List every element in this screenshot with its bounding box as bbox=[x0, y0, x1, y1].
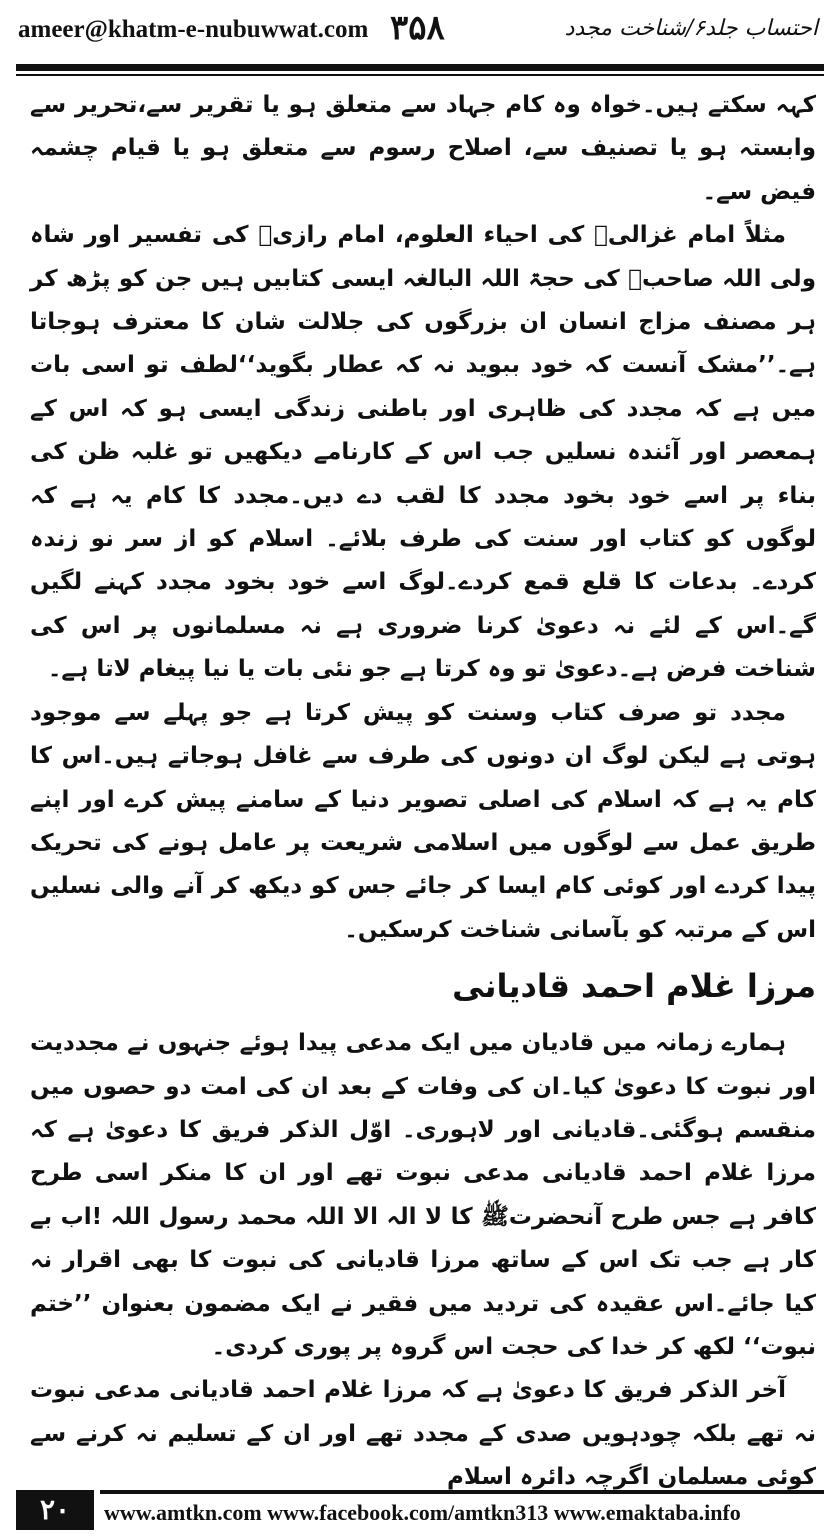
paragraph-2: مثلاً امام غزالیؒ کی احیاء العلوم، امام رازیؒ کی تفسیر اور شاہ ولی اللہ صاحبؒ کی حجۃ اللہ البالغہ ایسی کتابیں ہیں جن کو پڑھ کر ہر مصنف مزاج انسان ان بزرگوں کی جلالت شان کا معترف ہوجاتا ہے۔’’مشک آنست کہ خود ببوید نہ کہ عطار بگوید‘‘لطف تو اسی بات میں ہے کہ مجدد کی ظاہری اور باطنی زندگی ایسی ہو کہ اس کے ہمعصر اور آئندہ نسلیں جب اس کے کارنامے دیکھیں تو غلبہ ظن کی بناء پر اسے خود بخود مجدد کا لقب دے دیں۔مجدد کا کام یہ ہے کہ لوگوں کو کتاب اور سنت کی طرف بلائے۔ اسلام کو از سر نو زندہ کردے۔ بدعات کا قلع قمع کردے۔لوگ اسے خود بخود مجدد کہنے لگیں گے۔اس کے لئے نہ دعویٰ کرنا ضروری ہے نہ مسلمانوں پر اس کی شناخت فرض ہے۔دعویٰ تو وہ کرتا ہے جو نئی بات یا نیا پیغام لاتا ہے۔ bbox=[30, 222, 816, 683]
paragraph-3: مجدد تو صرف کتاب وسنت کو پیش کرتا ہے جو پہلے سے موجود ہوتی ہے لیکن لوگ ان دونوں کی طرف سے غافل ہوجاتے ہیں۔اس کا کام یہ ہے کہ اسلام کی اصلی تصویر دنیا کے سامنے پیش کرے اور اپنے طریق عمل سے لوگوں میں اسلامی شریعت پر عامل ہونے کی تحریک پیدا کردے اور کوئی کام ایسا کر جائے جس کو دیکھ کر آنے والی نسلیں اس کے مرتبہ کو بآسانی شناخت کرسکیں۔ bbox=[30, 699, 816, 943]
footer-sheet-number: ۲۰ bbox=[16, 1490, 94, 1530]
section-heading: مرزا غلام احمد قادیانی bbox=[452, 967, 816, 1006]
page-header bbox=[0, 0, 840, 64]
paragraph-5: آخر الذکر فریق کا دعویٰ ہے کہ مرزا غلام احمد قادیانی مدعی نبوت نہ تھے بلکہ چودہویں صدی کے مجدد تھے اور ان کے تسلیم نہ کرنے سے کوئی مسلمان اگرچہ دائرہ اسلام bbox=[30, 1377, 816, 1491]
paragraph-1: کہہ سکتے ہیں۔خواہ وہ کام جہاد سے متعلق ہو یا تقریر سے،تحریر سے وابستہ ہو یا تصنیف سے، اصلاح رسوم سے متعلق ہو یا قیام چشمہ فیض سے۔ bbox=[30, 92, 816, 205]
paragraph-4: ہمارے زمانہ میں قادیان میں ایک مدعی پیدا ہوئے جنہوں نے مجددیت اور نبوت کا دعویٰ کیا۔ان کی وفات کے بعد ان کی امت دو حصوں میں منقسم ہوگئی۔قادیانی اور لاہوری۔ اوّل الذکر فریق کا دعویٰ ہے کہ مرزا غلام احمد قادیانی مدعی نبوت تھے اور ان کا منکر اسی طرح کافر ہے جس طرح آنحضرتﷺ کا لا الہ الا اللہ محمد رسول اللہ !اب بے کار ہے جب تک اس کے ساتھ مرزا قادیانی کی نبوت کا بھی اقرار نہ کیا جائے۔اس عقیدہ کی تردید میں فقیر نے ایک مضمون بعنوان ’’ختم نبوت‘‘ لکھ کر خدا کی حجت اس گروہ پر پوری کردی۔ bbox=[30, 1030, 816, 1360]
footer-links: www.amtkn.com www.facebook.com/amtkn313 www.emaktaba.info bbox=[104, 1500, 741, 1525]
header-rule-thin bbox=[16, 74, 824, 76]
header-email: ameer@khatm-e-nubuwwat.com bbox=[18, 16, 369, 43]
footer-rule bbox=[100, 1490, 824, 1494]
page-body bbox=[30, 84, 816, 1500]
page-number: ۳۵۸ bbox=[390, 8, 445, 48]
header-rule-thick bbox=[16, 64, 824, 71]
book-title: احتساب جلد۶/شناخت مجدد bbox=[564, 16, 818, 41]
